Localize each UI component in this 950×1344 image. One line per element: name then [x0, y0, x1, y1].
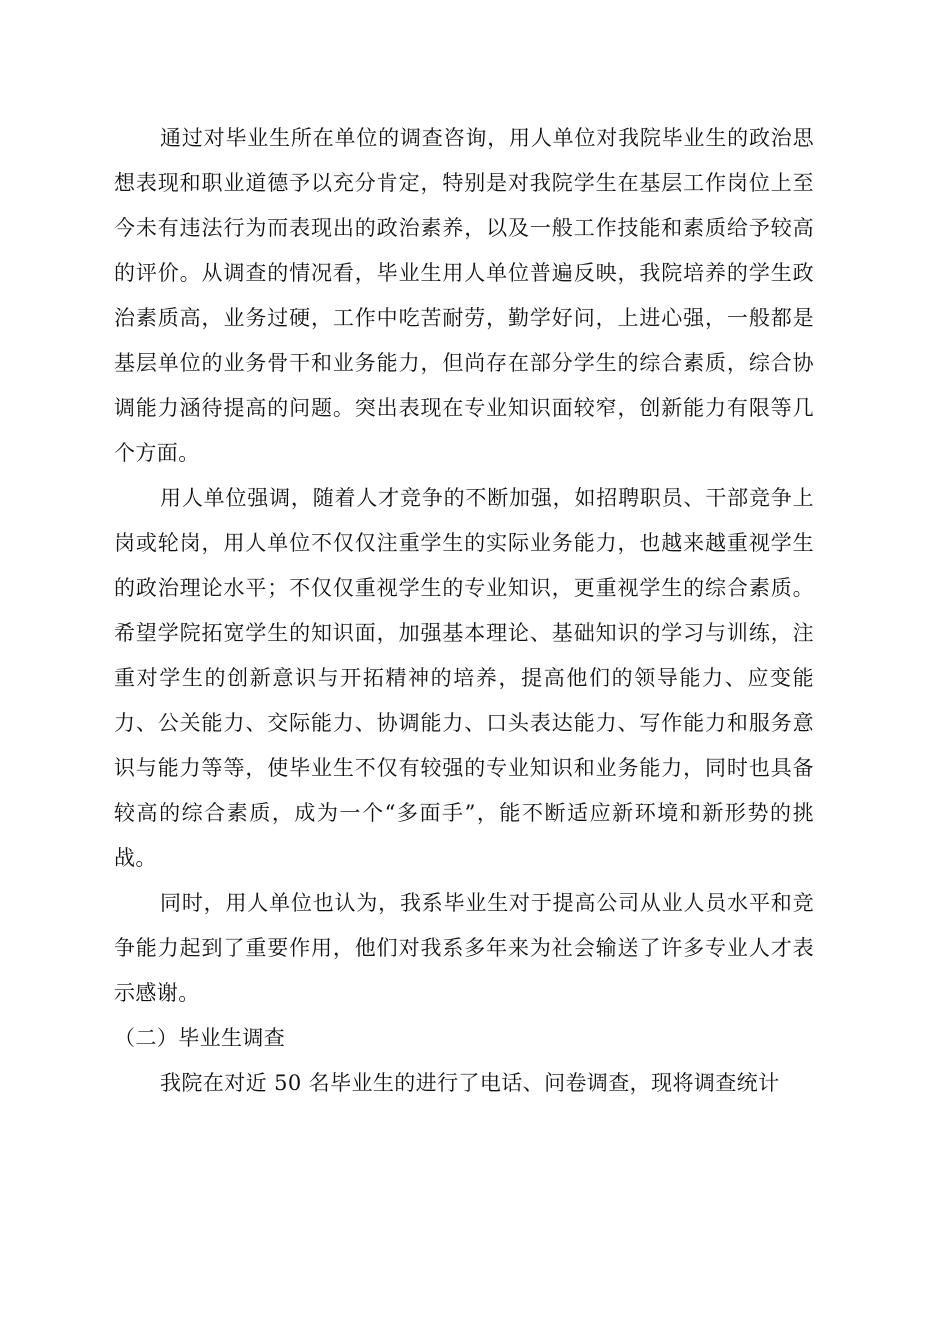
paragraph-employer-thanks: 同时，用人单位也认为，我系毕业生对于提高公司从业人员水平和竞争能力起到了重要作用，他们对我系多年来为社会输送了许多专业人才表示感谢。	[114, 891, 814, 1005]
paragraph-employer-emphasis: 用人单位强调，随着人才竞争的不断加强，如招聘职员、干部竞争上岗或轮岗，用人单位不仅仅注重学生的实际业务能力，也越来越重视学生的政治理论水平；不仅仅重视学生的专业知识，更重视学生的综合素质。希望学院拓宽学生的知识面，加强基本理论、基础知识的学习与训练，注重对学生的创新意识与开拓精神的培养，提高他们的领导能力、应变能力、公关能力、交际能力、协调能力、口头表达能力、写作能力和服务意识与能力等等，使毕业生不仅有较强的专业知识和业务能力，同时也具备较高的综合素质，成为一个“多面手”，能不断适应新环境和新形势的挑战。	[114, 486, 814, 870]
document-body	[114, 116, 814, 1106]
paragraph-employer-feedback: 通过对毕业生所在单位的调查咨询，用人单位对我院毕业生的政治思想表现和职业道德予以充分肯定，特别是对我院学生在基层工作岗位上至今未有违法行为而表现出的政治素养，以及一般工作技能和素质给予较高的评价。从调查的情况看，毕业生用人单位普遍反映，我院培养的学生政治素质高，业务过硬，工作中吃苦耐劳，勤学好问，上进心强，一般都是基层单位的业务骨干和业务能力，但尚存在部分学生的综合素质，综合协调能力涵待提高的问题。突出表现在专业知识面较窄，创新能力有限等几个方面。	[114, 126, 814, 465]
section-heading-graduate-survey: （二）毕业生调查	[114, 1026, 286, 1050]
paragraph-graduate-survey: 我院在对近 50 名毕业生的进行了电话、问卷调查，现将调查统计	[160, 1071, 780, 1095]
